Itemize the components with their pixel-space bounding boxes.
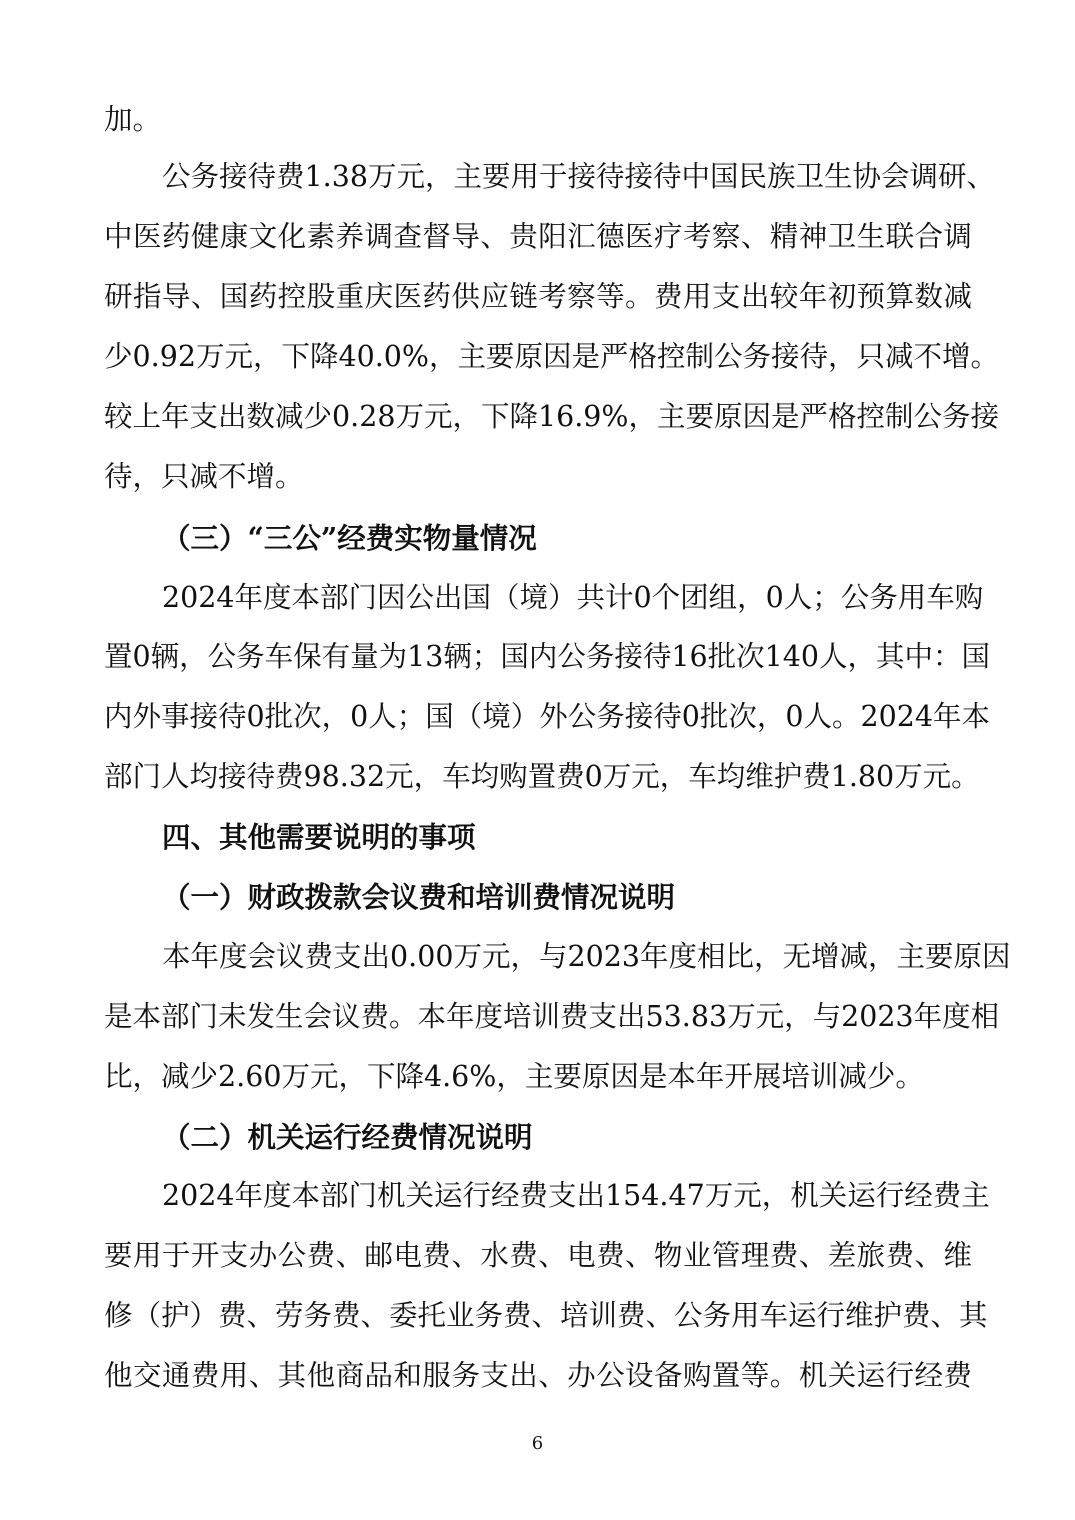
paragraph-line: 本年度会议费支出0.00万元，与2023年度相比，无增减，主要原因 xyxy=(162,940,1011,973)
paragraph-line: 较上年支出数减少0.28万元，下降16.9%，主要原因是严格控制公务接 xyxy=(104,400,999,433)
paragraph-line: 置0辆，公务车保有量为13辆；国内公务接待16批次140人，其中：国 xyxy=(104,640,991,673)
paragraph-line: 2024年度本部门机关运行经费支出154.47万元，机关运行经费主 xyxy=(162,1179,990,1212)
paragraph-line: 中医药健康文化素养调查督导、贵阳汇德医疗考察、精神卫生联合调 xyxy=(104,220,972,253)
paragraph-line: 研指导、国药控股重庆医药供应链考察等。费用支出较年初预算数减 xyxy=(104,280,972,313)
paragraph-line: 少0.92万元，下降40.0%，主要原因是严格控制公务接待，只减不增。 xyxy=(104,340,999,373)
paragraph-line: 比，减少2.60万元，下降4.6%，主要原因是本年开展培训减少。 xyxy=(104,1060,924,1093)
section-heading: （一）财政拨款会议费和培训费情况说明 xyxy=(162,880,676,914)
paragraph-line: 部门人均接待费98.32元，车均购置费0万元，车均维护费1.80万元。 xyxy=(104,760,980,793)
section-heading: （三）“三公”经费实物量情况 xyxy=(162,521,537,555)
paragraph-line: 待，只减不增。 xyxy=(104,460,304,493)
paragraph-line: 是本部门未发生会议费。本年度培训费支出53.83万元，与2023年度相 xyxy=(104,1000,1000,1033)
paragraph-line: 修（护）费、劳务费、委托业务费、培训费、公务用车运行维护费、其 xyxy=(104,1299,988,1332)
section-heading: （二）机关运行经费情况说明 xyxy=(162,1120,533,1154)
paragraph-line: 2024年度本部门因公出国（境）共计0个团组，0人；公务用车购 xyxy=(162,581,984,614)
section-heading: 四、其他需要说明的事项 xyxy=(162,820,476,854)
paragraph-line: 公务接待费1.38万元，主要用于接待接待中国民族卫生协会调研、 xyxy=(162,160,995,193)
paragraph-line: 内外事接待0批次，0人；国（境）外公务接待0批次，0人。2024年本 xyxy=(104,700,991,733)
page-number: 6 xyxy=(531,1433,544,1454)
paragraph-line: 加。 xyxy=(104,103,162,136)
paragraph-line: 要用于开支办公费、邮电费、水费、电费、物业管理费、差旅费、维 xyxy=(104,1239,972,1272)
paragraph-line: 他交通费用、其他商品和服务支出、办公设备购置等。机关运行经费 xyxy=(104,1359,972,1392)
